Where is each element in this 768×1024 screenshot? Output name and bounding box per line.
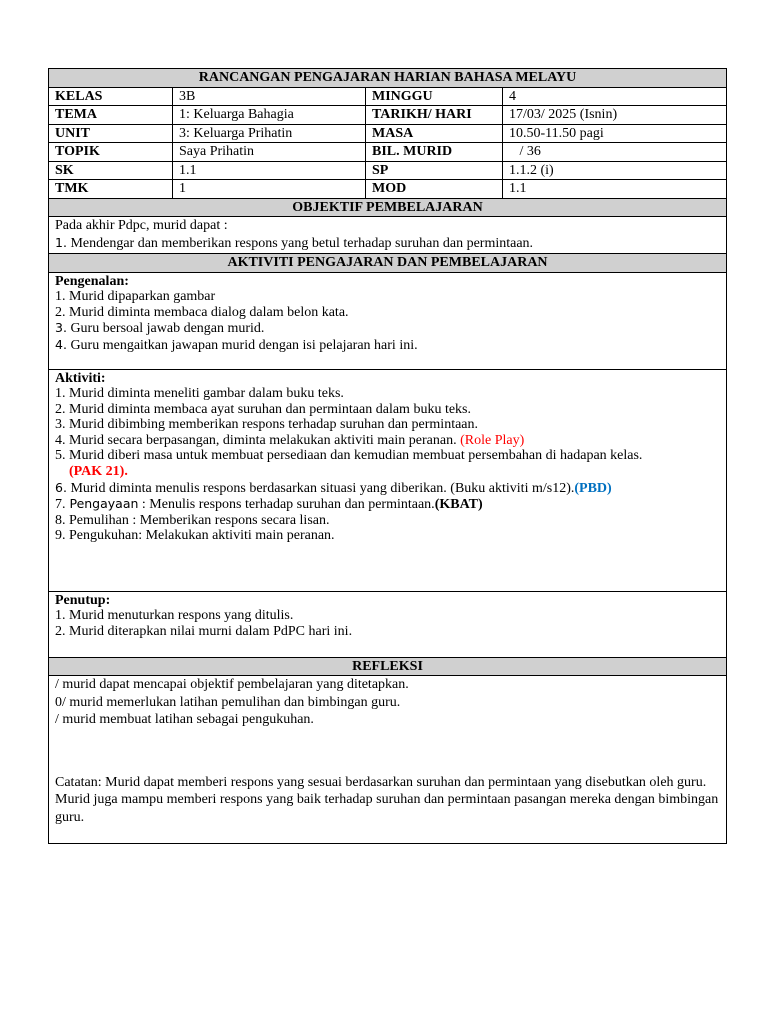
info-value: 1.1	[173, 161, 366, 180]
info-value: 1.1.2 (i)	[503, 161, 727, 180]
aktiviti-section	[49, 369, 727, 591]
info-row-tmk	[49, 180, 727, 199]
penutup-heading: Penutup:	[55, 592, 111, 608]
refleksi-header-row	[49, 657, 727, 676]
refleksi-line: / murid membuat latihan sebagai pengukuhan.	[55, 712, 314, 727]
info-value: 4	[503, 87, 727, 106]
aktiviti-line: 5. Murid diberi masa untuk membuat persediaan dan kemudian membuat persembahan di hadapan kelas.	[55, 448, 643, 464]
info-value: 10.50-11.50 pagi	[503, 124, 727, 143]
lesson-plan-document	[48, 68, 726, 844]
refleksi-line: 0/ murid memerlukan latihan pemulihan dan bimbingan guru.	[55, 694, 401, 710]
info-label: KELAS	[49, 87, 173, 106]
objektif-intro: Pada akhir Pdpc, murid dapat :	[55, 218, 228, 233]
role-play-tag: (Role Play)	[460, 432, 525, 448]
penutup-line: 2. Murid diterapkan nilai murni dalam PdPC hari ini.	[55, 623, 353, 639]
line-text: Murid diminta menulis respons berdasarkan situasi yang diberikan. (Buku aktiviti m/s12).	[66, 480, 575, 496]
pengenalan-section	[49, 272, 727, 369]
objektif-item-number: 1.	[55, 235, 67, 250]
aktiviti-line	[55, 464, 720, 480]
aktiviti-header: AKTIVITI PENGAJARAN DAN PEMBELAJARAN	[49, 254, 727, 273]
pak21-tag: (PAK 21).	[69, 464, 128, 480]
info-label: TARIKH/ HARI	[366, 106, 503, 125]
aktiviti-line	[55, 496, 720, 513]
info-label: MINGGU	[366, 87, 503, 106]
refleksi-line: / murid dapat mencapai objektif pembelajaran yang ditetapkan.	[55, 677, 409, 692]
pengenalan-row	[49, 272, 727, 369]
objektif-section	[49, 217, 727, 254]
info-row-unit	[49, 124, 727, 143]
info-label: TOPIK	[49, 143, 173, 162]
info-value: Saya Prihatin	[173, 143, 366, 162]
info-label: TEMA	[49, 106, 173, 125]
aktiviti-line: 3. Murid dibimbing memberikan respons terhadap suruhan dan permintaan.	[55, 417, 479, 433]
lesson-plan-table	[48, 68, 727, 844]
objektif-item-text: Mendengar dan memberikan respons yang betul terhadap suruhan dan permintaan.	[66, 236, 534, 251]
pbd-tag: (PBD)	[574, 480, 612, 496]
refleksi-header: REFLEKSI	[49, 657, 727, 676]
aktiviti-line	[55, 480, 720, 497]
catatan-text: Catatan: Murid dapat memberi respons yang sesuai berdasarkan suruhan dan permintaan yang disebutkan oleh guru. Murid juga mampu memberi respons yang baik terhadap suruhan dan permintaan pasangan mereka dengan bimbingan guru.	[55, 774, 719, 825]
info-value: 1.1	[503, 180, 727, 199]
line-number: 7.	[55, 497, 66, 513]
info-label: SK	[49, 161, 173, 180]
aktiviti-line: 2. Murid diminta membaca ayat suruhan dan permintaan dalam buku teks.	[55, 401, 471, 417]
aktiviti-line: 1. Murid diminta meneliti gambar dalam buku teks.	[55, 386, 344, 402]
line-text: : Menulis respons terhadap suruhan dan permintaan.	[138, 497, 435, 513]
kbat-tag: (KBAT)	[434, 497, 483, 513]
line-number: 3.	[55, 320, 67, 336]
objektif-item	[55, 234, 720, 252]
line-text: 4. Murid secara berpasangan, diminta melakukan aktiviti main peranan.	[55, 432, 461, 448]
info-value: 1	[173, 180, 366, 199]
pengenalan-line	[55, 320, 720, 337]
info-label: TMK	[49, 180, 173, 199]
pengenalan-heading: Pengenalan:	[55, 273, 129, 289]
info-row-topik	[49, 143, 727, 162]
info-value: 3: Keluarga Prihatin	[173, 124, 366, 143]
line-number: 6.	[55, 479, 67, 495]
line-text: Guru bersoal jawab dengan murid.	[66, 321, 265, 337]
info-label: UNIT	[49, 124, 173, 143]
objektif-header: OBJEKTIF PEMBELAJARAN	[49, 198, 727, 217]
info-label: BIL. MURID	[366, 143, 503, 162]
title-row	[49, 69, 727, 88]
aktiviti-line: 8. Pemulihan : Memberikan respons secara lisan.	[55, 512, 330, 528]
pengayaan-label: Pengayaan	[65, 496, 139, 512]
pengenalan-line	[55, 337, 720, 354]
penutup-section	[49, 591, 727, 657]
refleksi-section	[49, 676, 727, 844]
aktiviti-row	[49, 369, 727, 591]
refleksi-row	[49, 676, 727, 844]
objektif-header-row	[49, 198, 727, 217]
penutup-row	[49, 591, 727, 657]
aktiviti-line: 9. Pengukuhan: Melakukan aktiviti main peranan.	[55, 528, 335, 544]
pengenalan-line: 2. Murid diminta membaca dialog dalam belon kata.	[55, 304, 349, 320]
info-label: SP	[366, 161, 503, 180]
info-value: 3B	[173, 87, 366, 106]
info-value: 1: Keluarga Bahagia	[173, 106, 366, 125]
line-number: 4.	[55, 336, 67, 352]
info-row-kelas	[49, 87, 727, 106]
pengenalan-line: 1. Murid dipaparkan gambar	[55, 289, 216, 305]
objektif-row	[49, 217, 727, 254]
document-title: RANCANGAN PENGAJARAN HARIAN BAHASA MELAYU	[49, 69, 727, 88]
info-row-sk	[49, 161, 727, 180]
info-row-tema	[49, 106, 727, 125]
info-label: MASA	[366, 124, 503, 143]
aktiviti-heading: Aktiviti:	[55, 370, 106, 386]
info-value: 17/03/ 2025 (Isnin)	[503, 106, 727, 125]
info-label: MOD	[366, 180, 503, 199]
info-value: / 36	[503, 143, 727, 162]
aktiviti-header-row	[49, 254, 727, 273]
aktiviti-line	[55, 433, 720, 449]
penutup-line: 1. Murid menuturkan respons yang ditulis.	[55, 608, 294, 624]
line-text: Guru mengaitkan jawapan murid dengan isi pelajaran hari ini.	[66, 337, 418, 353]
